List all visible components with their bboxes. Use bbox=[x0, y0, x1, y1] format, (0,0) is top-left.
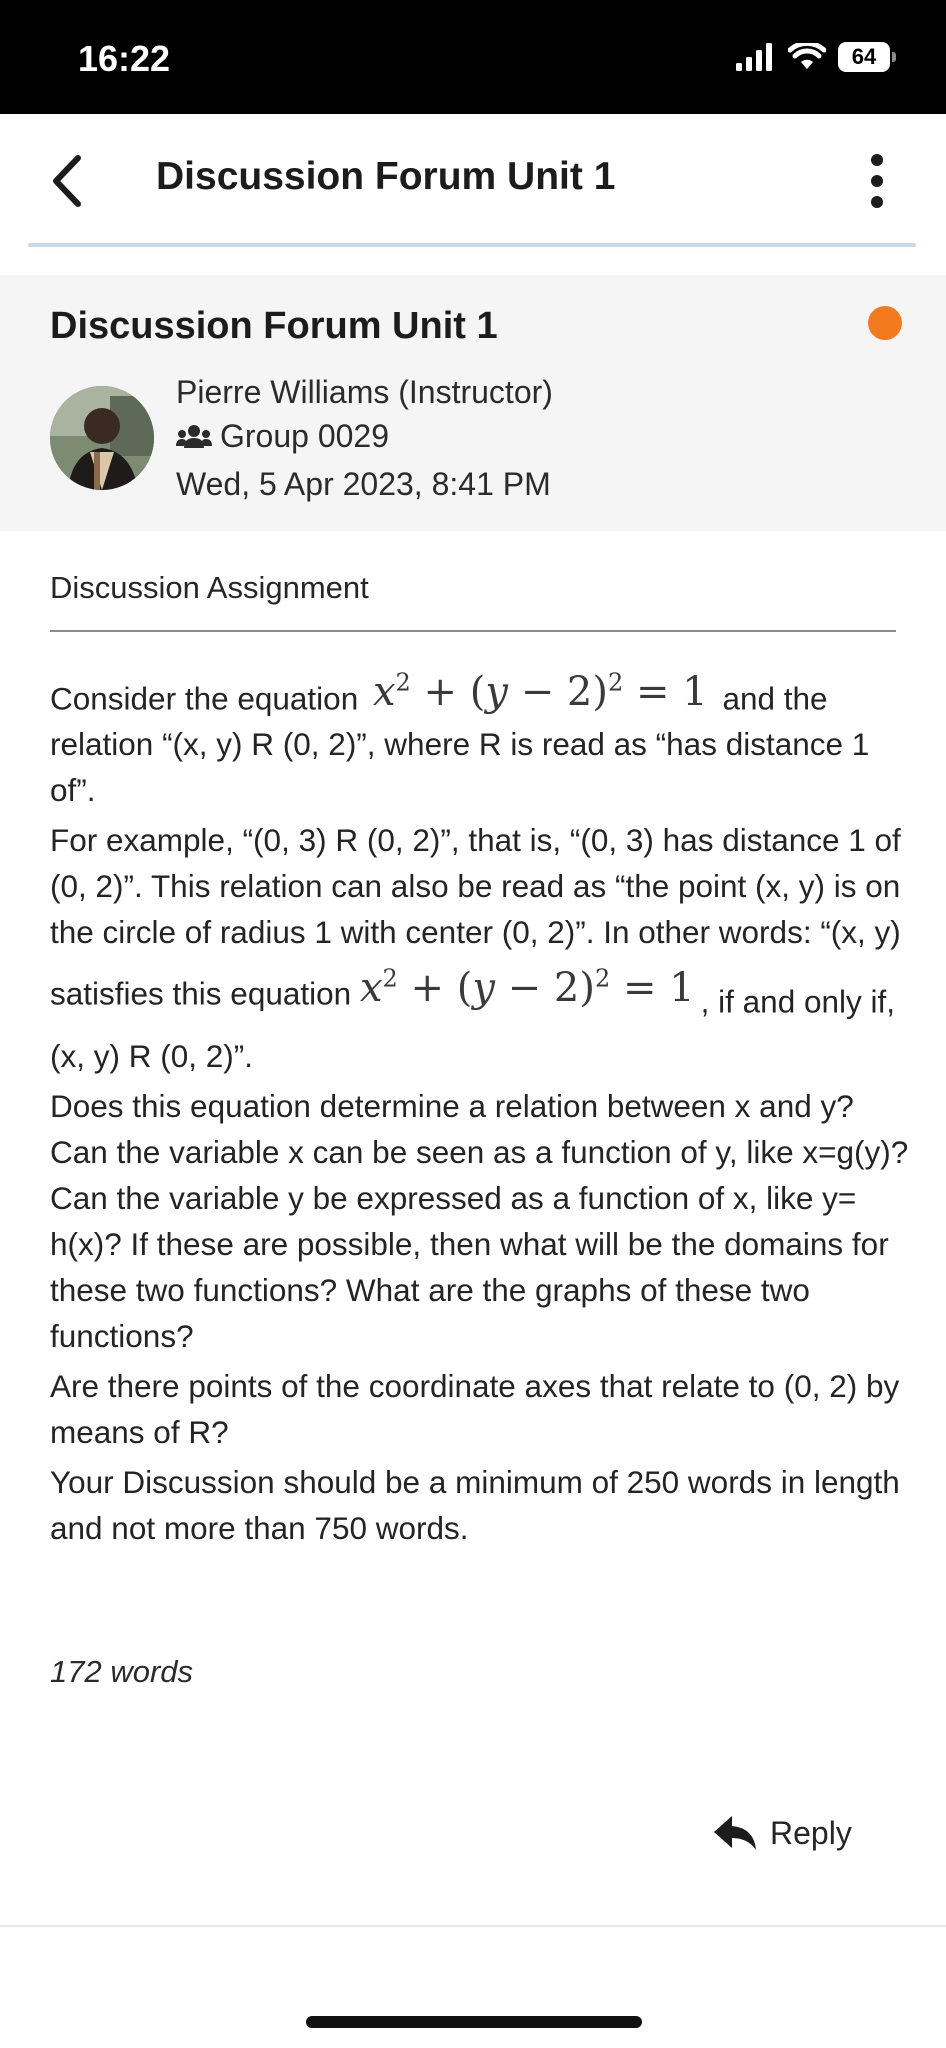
home-indicator[interactable] bbox=[306, 2016, 642, 2028]
avatar-image bbox=[50, 386, 154, 490]
post-date: Wed, 5 Apr 2023, 8:41 PM bbox=[176, 466, 551, 502]
more-vertical-icon bbox=[862, 150, 892, 212]
chevron-left-icon bbox=[44, 150, 92, 212]
back-button[interactable] bbox=[44, 150, 92, 212]
word-count: 172 words bbox=[50, 1654, 194, 1689]
paragraph-1-start: Consider the equation bbox=[50, 680, 359, 717]
post-title: Discussion Forum Unit 1 bbox=[50, 305, 498, 347]
author-avatar[interactable] bbox=[50, 386, 154, 490]
post-body bbox=[50, 660, 910, 1555]
app-bar-divider bbox=[28, 243, 916, 247]
reply-icon bbox=[712, 1814, 758, 1852]
app-bar-title: Discussion Forum Unit 1 bbox=[156, 155, 616, 198]
bottom-divider bbox=[0, 1925, 946, 1927]
battery-icon: 64 bbox=[838, 42, 890, 72]
reply-button[interactable] bbox=[712, 1814, 852, 1852]
more-options-button[interactable] bbox=[862, 150, 892, 212]
battery-tip bbox=[892, 52, 896, 62]
status-time: 16:22 bbox=[78, 38, 171, 79]
paragraph-1-end: and the relation “(x, y) R (0, 2)”, where R is read as “has distance 1 of”. bbox=[50, 680, 870, 809]
author-name[interactable]: Pierre Williams (Instructor) bbox=[176, 374, 553, 410]
group-icon bbox=[176, 424, 212, 450]
paragraph-3: Does this equation determine a relation between x and y? Can the variable x can be seen as a function of y, like x=g(y)? Can the variable y be expressed as a function of x, like y= h(x)? If these are possible, then what will be the domains for these two functions? What are the graphs of these two functions? bbox=[50, 1087, 909, 1354]
unread-indicator bbox=[868, 306, 902, 340]
paragraph-5: Your Discussion should be a minimum of 250 words in length and not more than 750 words. bbox=[50, 1463, 900, 1546]
paragraph-4: Are there points of the coordinate axes that relate to (0, 2) by means of R? bbox=[50, 1367, 900, 1450]
group-name: Group 0029 bbox=[220, 418, 390, 454]
paragraph-1 bbox=[50, 660, 910, 813]
signal-icon bbox=[736, 43, 776, 71]
paragraph-2-start: For example, “(0, 3) R (0, 2)”, that is, “(0, 3) has distance 1 of (0, 2)”. This relation can also be read as “the point (x, y) is on the circle of radius 1 with center (0, 2)”. In other words: “(x, y) satisfies this equation bbox=[50, 822, 901, 1012]
section-label: Discussion Assignment bbox=[50, 570, 369, 605]
wifi-icon bbox=[788, 43, 826, 71]
paragraph-2 bbox=[50, 817, 910, 1078]
equation: $x^2 + (y - 2)^2 = 1$ bbox=[372, 669, 708, 716]
status-bar bbox=[0, 0, 946, 114]
group-row bbox=[176, 418, 389, 455]
paragraph-2-end: , if and only if, (x, y) R (0, 2)”. bbox=[50, 983, 896, 1074]
reply-label: Reply bbox=[770, 1814, 852, 1851]
equation-inline: $x^2 + (y - 2)^2 = 1$ bbox=[359, 964, 695, 1011]
status-icons bbox=[736, 42, 896, 72]
section-divider bbox=[50, 630, 896, 632]
